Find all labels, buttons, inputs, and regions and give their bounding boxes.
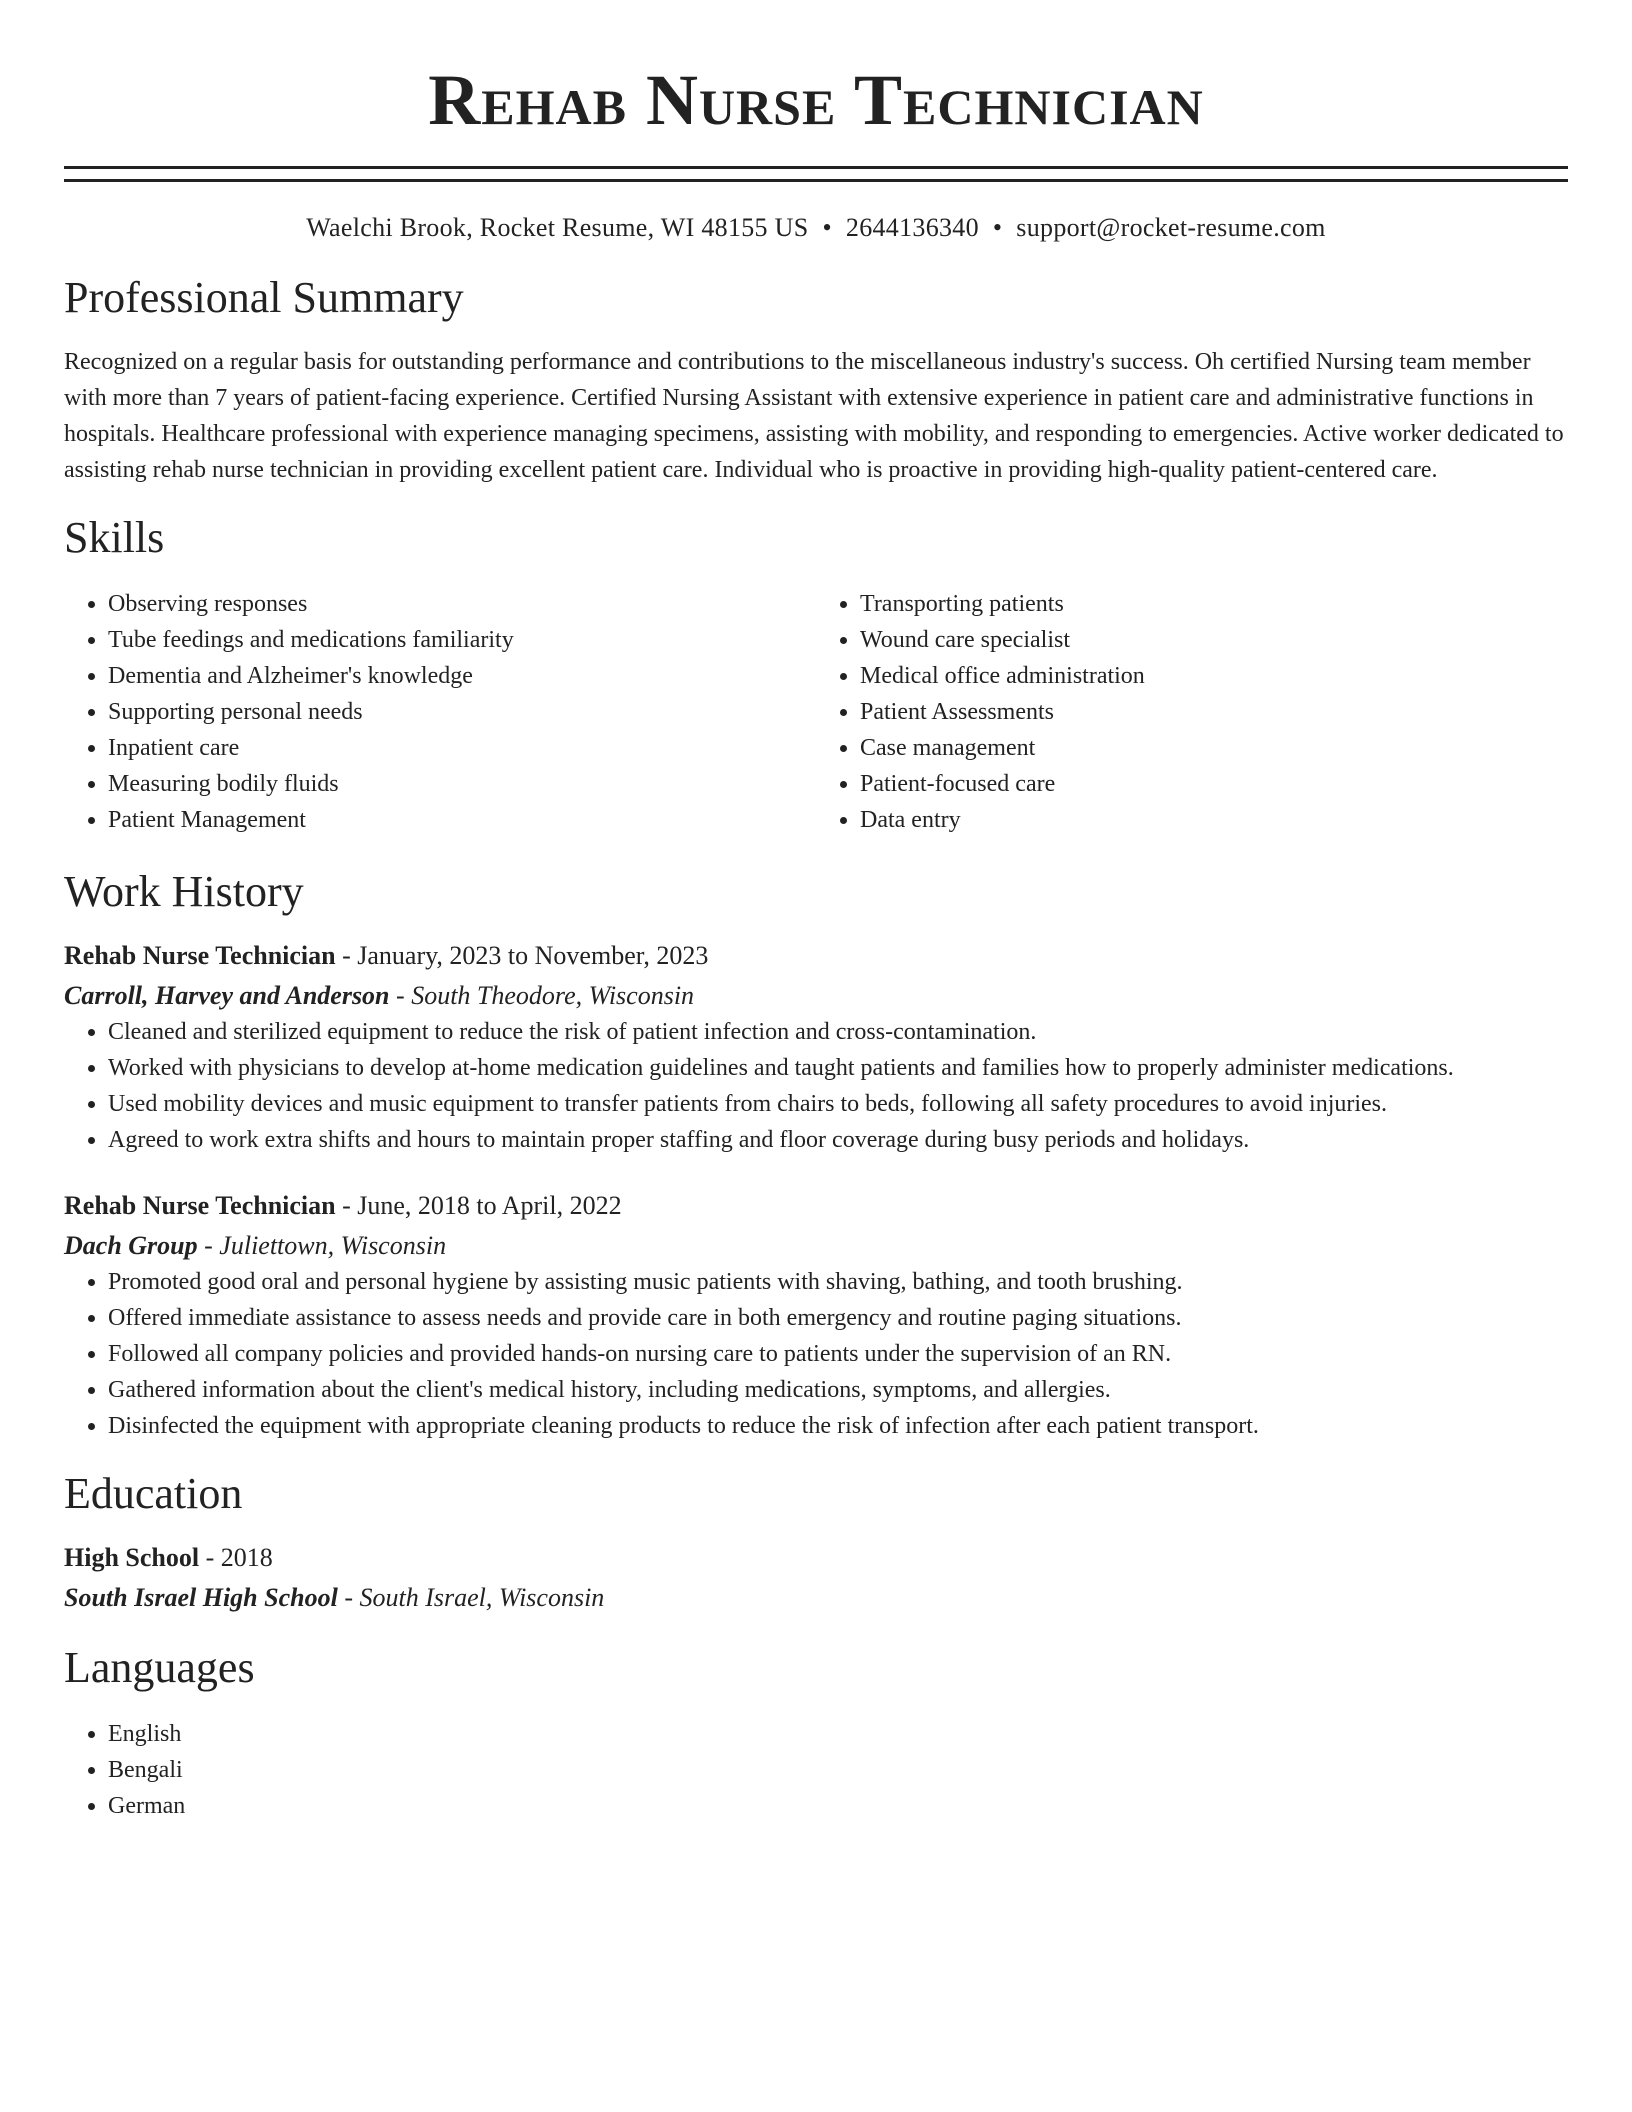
job-duties: [64, 1014, 1568, 1158]
job-employer-line: [64, 978, 1568, 1014]
skills-column-left: [64, 586, 816, 838]
header-double-rule: [64, 166, 1568, 182]
skill-item: • Observing responses: [108, 586, 816, 622]
job-duty: • Offered immediate assistance to assess needs and provide care in both emergency and routine paging situations.: [108, 1300, 1568, 1336]
job-company: Dach Group: [64, 1231, 198, 1260]
education-year: - 2018: [199, 1543, 273, 1572]
job-duty: • Followed all company policies and provided hands-on nursing care to patients under the supervision of an RN.: [108, 1336, 1568, 1372]
job-duty: • Gathered information about the client's medical history, including medications, symptoms, and allergies.: [108, 1372, 1568, 1408]
skill-item: • Patient-focused care: [860, 766, 1568, 802]
contact-email: support@rocket-resume.com: [1016, 213, 1326, 242]
resume-name: Rehab Nurse Technician: [428, 60, 1204, 140]
job-location: - Juliettown, Wisconsin: [197, 1231, 447, 1260]
job-location: - South Theodore, Wisconsin: [389, 981, 695, 1010]
job-entry: [64, 1188, 1568, 1444]
skill-item: • Inpatient care: [108, 730, 816, 766]
job-dates: - June, 2018 to April, 2022: [335, 1191, 622, 1220]
section-heading-work-history: Work History: [64, 867, 304, 916]
skills-list: [64, 586, 1568, 838]
job-duty: • Disinfected the equipment with appropriate cleaning products to reduce the risk of infection after each patient transport.: [108, 1408, 1568, 1444]
education-degree: High School: [64, 1543, 200, 1572]
job-employer-line: [64, 1228, 1568, 1264]
education-school: South Israel High School: [64, 1583, 338, 1612]
skill-item: • Patient Management: [108, 802, 816, 838]
education-degree-line: [64, 1540, 1568, 1576]
job-title-line: [64, 1188, 1568, 1224]
job-duty: • Agreed to work extra shifts and hours to maintain proper staffing and floor coverage during busy periods and holidays.: [108, 1122, 1568, 1158]
job-company: Carroll, Harvey and Anderson: [64, 981, 390, 1010]
summary-text: Recognized on a regular basis for outstanding performance and contributions to the miscellaneous industry's success. Oh certified Nursing team member with more than 7 years of patient-facing experience. Certified Nursing Assistant with extensive experience in patient care and administrative functions in hospitals. Healthcare professional with experience managing specimens, assisting with mobility, and responding to emergencies. Active worker dedicated to assisting rehab nurse technician in providing excellent patient care. Individual who is proactive in providing high-quality patient-centered care.: [64, 349, 1564, 483]
section-heading-languages: Languages: [64, 1643, 255, 1692]
skill-item: • Measuring bodily fluids: [108, 766, 816, 802]
skills-column-right: [816, 586, 1568, 838]
section-heading-summary: Professional Summary: [64, 273, 464, 322]
skill-item: • Case management: [860, 730, 1568, 766]
language-item: • German: [108, 1788, 1568, 1824]
job-duty: • Promoted good oral and personal hygiene by assisting music patients with shaving, bathing, and tooth brushing.: [108, 1264, 1568, 1300]
contact-separator: •: [992, 213, 1003, 242]
contact-separator: •: [822, 213, 832, 242]
languages-list: [64, 1716, 1568, 1824]
section-heading-education: Education: [64, 1469, 243, 1518]
section-heading-skills: Skills: [64, 513, 165, 562]
job-duties: [64, 1264, 1568, 1444]
job-title: Rehab Nurse Technician: [64, 941, 336, 970]
skill-item: • Transporting patients: [860, 586, 1568, 622]
skill-item: • Medical office administration: [860, 658, 1568, 694]
job-dates: - January, 2023 to November, 2023: [335, 941, 709, 970]
skill-item: • Data entry: [860, 802, 1568, 838]
skill-item: • Wound care specialist: [860, 622, 1568, 658]
job-title: Rehab Nurse Technician: [64, 1191, 336, 1220]
language-item: • English: [108, 1716, 1568, 1752]
job-title-line: [64, 938, 1568, 974]
skill-item: • Supporting personal needs: [108, 694, 816, 730]
skill-item: • Tube feedings and medications familiarity: [108, 622, 816, 658]
skill-item: • Dementia and Alzheimer's knowledge: [108, 658, 816, 694]
education-entry: [64, 1540, 1568, 1616]
job-duty: • Worked with physicians to develop at-home medication guidelines and taught patients and families how to properly administer medications.: [108, 1050, 1568, 1086]
education-location: - South Israel, Wisconsin: [337, 1583, 605, 1612]
contact-line: [64, 212, 1568, 244]
contact-phone: 2644136340: [845, 213, 979, 242]
skill-item: • Patient Assessments: [860, 694, 1568, 730]
job-duty: • Used mobility devices and music equipment to transfer patients from chairs to beds, following all safety procedures to avoid injuries.: [108, 1086, 1568, 1122]
job-entry: [64, 938, 1568, 1158]
language-item: • Bengali: [108, 1752, 1568, 1788]
education-school-line: [64, 1580, 1568, 1616]
contact-address: Waelchi Brook, Rocket Resume, WI 48155 US: [306, 213, 809, 242]
job-duty: • Cleaned and sterilized equipment to reduce the risk of patient infection and cross-contamination.: [108, 1014, 1568, 1050]
